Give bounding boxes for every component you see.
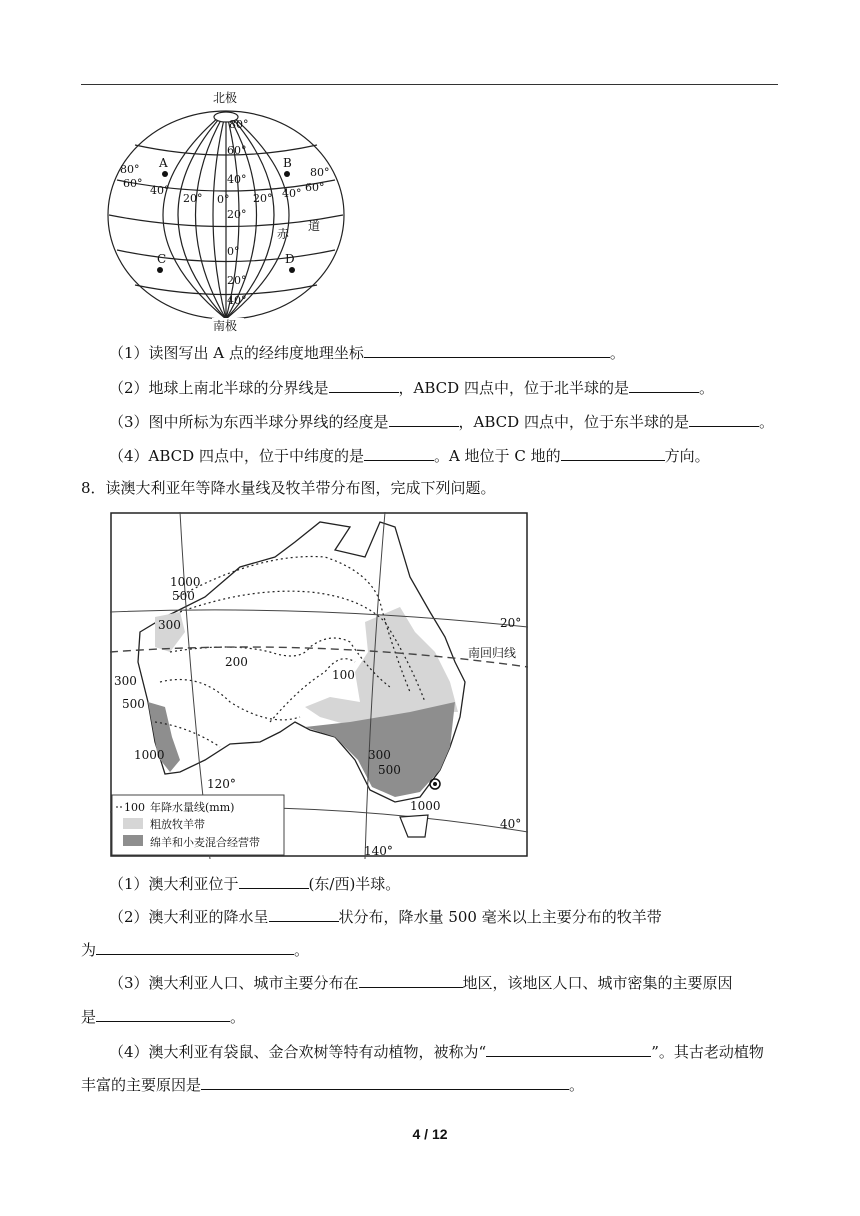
answer-blank[interactable]	[201, 1074, 569, 1090]
globe-figure	[105, 90, 350, 335]
isohyet-label: 200	[225, 655, 248, 669]
answer-blank[interactable]	[486, 1041, 651, 1057]
answer-blank[interactable]	[239, 873, 309, 889]
q8-item-4: （4）澳大利亚有袋鼠、金合欢树等特有动植物，被称为“ ”。其古老动植物	[109, 1043, 764, 1061]
q7-item-3: （3）图中所标为东西半球分界线的经度是 ，ABCD 四点中，位于东半球的是 。	[109, 413, 774, 431]
q8-item-2: （2）澳大利亚的降水呈 状分布，降水量 500 毫米以上主要分布的牧羊带	[109, 908, 662, 926]
q8-item-1: （1）澳大利亚位于 (东/西)半球。	[109, 875, 401, 893]
map-legend	[112, 795, 284, 855]
page-number: 4 / 12	[412, 1126, 448, 1142]
lon-label: 80°	[310, 166, 330, 179]
header-rule	[81, 84, 778, 85]
lon-label: 60°	[305, 181, 325, 194]
legend-mixed-label: 绵羊和小麦混合经营带	[150, 836, 260, 849]
isohyet-label: 500	[122, 697, 145, 711]
lat-label: 40°	[227, 294, 247, 307]
point-c-label: C	[157, 252, 167, 266]
equator-char-1: 赤	[277, 227, 290, 241]
isohyet-label: 300	[158, 618, 181, 632]
isohyet-label: 300	[368, 748, 391, 762]
answer-blank[interactable]	[389, 411, 459, 427]
answer-blank[interactable]	[561, 445, 665, 461]
answer-blank[interactable]	[269, 906, 339, 922]
lon-label: 20°	[253, 192, 273, 205]
lat-label: 40°	[227, 173, 247, 186]
isohyet-label: 100	[332, 668, 355, 682]
legend-isohyet-label: 年降水量线(mm)	[150, 801, 235, 814]
isohyet-label: 300	[114, 674, 137, 688]
australia-map	[110, 512, 528, 859]
point-d-label: D	[285, 252, 295, 266]
lat-label: 20°	[227, 208, 247, 221]
point-b-label: B	[283, 156, 292, 170]
south-pole-label: 南极	[213, 319, 238, 333]
lat-40-label: 40°	[500, 817, 522, 831]
lat-label: 0°	[227, 245, 240, 258]
isohyet-label: 500	[378, 763, 401, 777]
answer-blank[interactable]	[629, 377, 699, 393]
isohyet-label: 500	[172, 589, 195, 603]
q8-title: 8．读澳大利亚年等降水量线及牧羊带分布图，完成下列问题。	[81, 479, 496, 497]
legend-pastoral-label: 粗放牧羊带	[150, 818, 205, 831]
q7-item-1: （1）读图写出 A 点的经纬度地理坐标 。	[109, 344, 625, 362]
answer-blank[interactable]	[96, 939, 294, 955]
tropic-label: 南回归线	[468, 646, 517, 660]
lon-label: 80°	[120, 163, 140, 176]
lat-label: 60°	[227, 144, 247, 157]
lon-label: 20°	[183, 192, 203, 205]
q7-item-2: （2）地球上南北半球的分界线是 ，ABCD 四点中，位于北半球的是 。	[109, 379, 714, 397]
lon-label: 0°	[217, 193, 230, 206]
q7-item-4: （4）ABCD 四点中，位于中纬度的是 。A 地位于 C 地的 方向。	[109, 447, 710, 465]
lat-20-label: 20°	[500, 616, 522, 630]
answer-blank[interactable]	[329, 377, 399, 393]
answer-blank[interactable]	[364, 342, 610, 358]
lat-label: 20°	[227, 274, 247, 287]
lon-140-label: 140°	[364, 844, 393, 858]
lon-120-label: 120°	[207, 777, 236, 791]
q8-item-3-cont: 是 。	[81, 1008, 246, 1026]
lon-label: 40°	[150, 184, 170, 197]
isohyet-label: 1000	[170, 575, 201, 589]
lon-label: 60°	[123, 177, 143, 190]
q8-item-3: （3）澳大利亚人口、城市主要分布在 地区，该地区人口、城市密集的主要原因	[109, 974, 733, 992]
legend-isohyet-num: 100	[124, 801, 145, 814]
lon-label: 40°	[282, 187, 302, 200]
answer-blank[interactable]	[359, 972, 463, 988]
lat-label: 80°	[229, 118, 249, 131]
north-pole-label: 北极	[213, 91, 238, 105]
equator-char-2: 道	[308, 219, 321, 233]
q8-item-4-cont: 丰富的主要原因是 。	[81, 1076, 585, 1094]
point-a-label: A	[159, 156, 168, 170]
answer-blank[interactable]	[689, 411, 759, 427]
answer-blank[interactable]	[96, 1006, 230, 1022]
answer-blank[interactable]	[364, 445, 434, 461]
isohyet-label: 1000	[134, 748, 165, 762]
q8-item-2-cont: 为 。	[81, 941, 310, 959]
isohyet-label: 1000	[410, 799, 441, 813]
